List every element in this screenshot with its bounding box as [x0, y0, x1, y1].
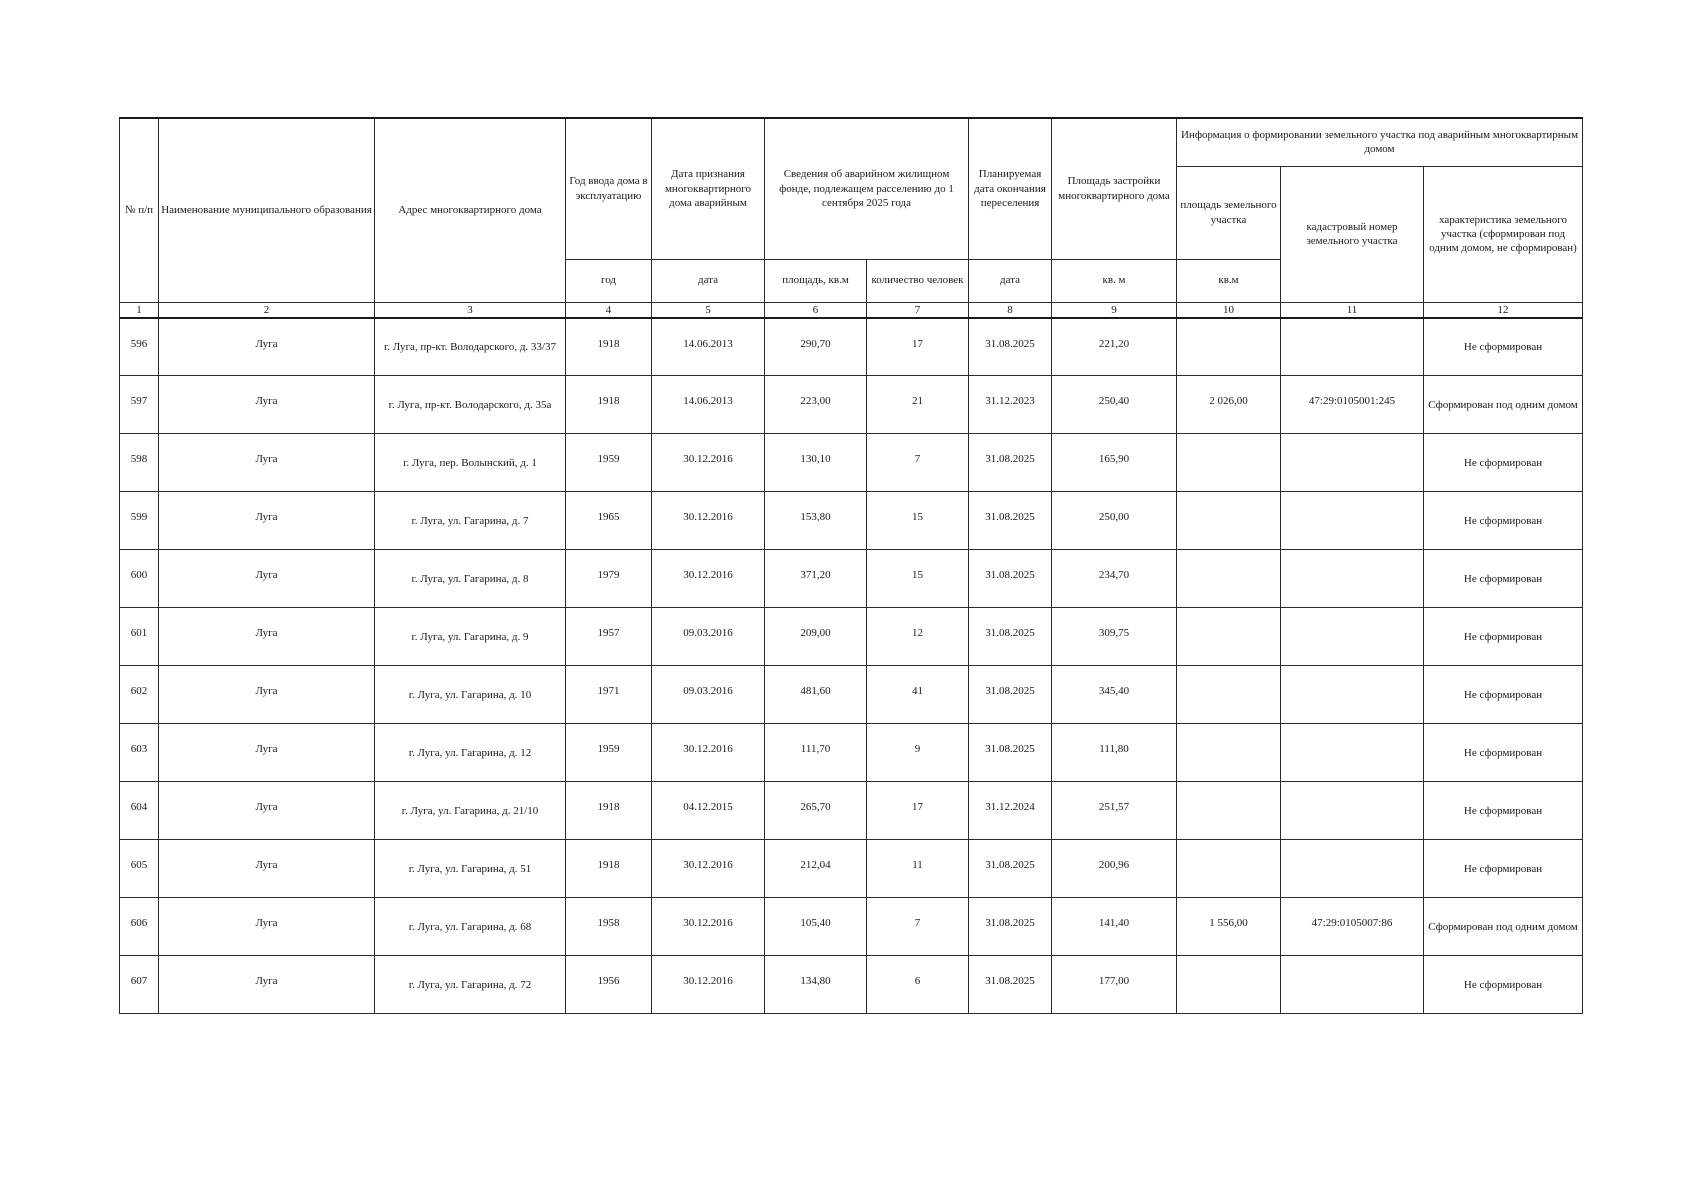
row-municipality: Луга: [159, 492, 375, 550]
row-recognition-date: 09.03.2016: [652, 666, 765, 724]
row-cadastral: [1281, 318, 1424, 376]
row-recognition-date: 30.12.2016: [652, 550, 765, 608]
row-year: 1959: [566, 724, 652, 782]
row-address: г. Луга, пр-кт. Володарского, д. 33/37: [375, 318, 566, 376]
row-municipality: Луга: [159, 840, 375, 898]
row-area: 111,70: [765, 724, 867, 782]
row-address: г. Луга, ул. Гагарина, д. 51: [375, 840, 566, 898]
row-people: 7: [867, 898, 969, 956]
row-year: 1956: [566, 956, 652, 1014]
row-recognition-date: 30.12.2016: [652, 956, 765, 1014]
col-number: 9: [1052, 302, 1177, 318]
row-end-date: 31.08.2025: [969, 956, 1052, 1014]
row-land-area: [1177, 666, 1281, 724]
row-address: г. Луга, ул. Гагарина, д. 12: [375, 724, 566, 782]
row-number: 596: [120, 318, 159, 376]
row-number: 605: [120, 840, 159, 898]
row-land-status: Сформирован под одним домом: [1424, 898, 1583, 956]
row-built-area: 200,96: [1052, 840, 1177, 898]
row-area: 153,80: [765, 492, 867, 550]
row-area: 290,70: [765, 318, 867, 376]
row-cadastral: [1281, 434, 1424, 492]
row-people: 12: [867, 608, 969, 666]
row-cadastral: [1281, 956, 1424, 1014]
row-number: 603: [120, 724, 159, 782]
row-number: 598: [120, 434, 159, 492]
col-number: 10: [1177, 302, 1281, 318]
emergency-housing-table: [119, 117, 1583, 1014]
header-number: № п/п: [120, 118, 159, 302]
row-number: 599: [120, 492, 159, 550]
row-municipality: Луга: [159, 666, 375, 724]
row-land-area: [1177, 608, 1281, 666]
header-emergency-fund: Сведения об аварийном жилищном фонде, подлежащем расселению до 1 сентября 2025 года: [765, 118, 969, 259]
col-number: 6: [765, 302, 867, 318]
row-cadastral: 47:29:0105001:245: [1281, 376, 1424, 434]
row-area: 223,00: [765, 376, 867, 434]
unit-date: дата: [652, 259, 765, 302]
row-land-status: Не сформирован: [1424, 608, 1583, 666]
table-body: [120, 318, 1583, 1014]
header-built-area: Площадь застройки многоквартирного дома: [1052, 118, 1177, 259]
col-number: 7: [867, 302, 969, 318]
row-municipality: Луга: [159, 782, 375, 840]
row-recognition-date: 04.12.2015: [652, 782, 765, 840]
row-land-status: Не сформирован: [1424, 434, 1583, 492]
header-land-status: характеристика земельного участка (сформирован под одним домом, не сформирован): [1424, 166, 1583, 302]
row-area: 209,00: [765, 608, 867, 666]
row-recognition-date: 14.06.2013: [652, 318, 765, 376]
row-built-area: 177,00: [1052, 956, 1177, 1014]
row-built-area: 250,00: [1052, 492, 1177, 550]
table-row: [120, 840, 1583, 898]
row-built-area: 345,40: [1052, 666, 1177, 724]
col-number: 5: [652, 302, 765, 318]
row-cadastral: 47:29:0105007:86: [1281, 898, 1424, 956]
row-land-status: Не сформирован: [1424, 318, 1583, 376]
row-recognition-date: 30.12.2016: [652, 434, 765, 492]
row-address: г. Луга, ул. Гагарина, д. 68: [375, 898, 566, 956]
row-municipality: Луга: [159, 434, 375, 492]
row-cadastral: [1281, 724, 1424, 782]
col-number: 4: [566, 302, 652, 318]
row-number: 602: [120, 666, 159, 724]
row-people: 9: [867, 724, 969, 782]
row-municipality: Луга: [159, 898, 375, 956]
row-land-area: [1177, 318, 1281, 376]
row-address: г. Луга, ул. Гагарина, д. 21/10: [375, 782, 566, 840]
row-end-date: 31.08.2025: [969, 318, 1052, 376]
row-number: 600: [120, 550, 159, 608]
row-address: г. Луга, пер. Волынский, д. 1: [375, 434, 566, 492]
row-cadastral: [1281, 840, 1424, 898]
row-built-area: 111,80: [1052, 724, 1177, 782]
row-recognition-date: 30.12.2016: [652, 492, 765, 550]
row-address: г. Луга, ул. Гагарина, д. 10: [375, 666, 566, 724]
row-land-status: Сформирован под одним домом: [1424, 376, 1583, 434]
row-end-date: 31.08.2025: [969, 550, 1052, 608]
unit-land-area: кв.м: [1177, 259, 1281, 302]
header-year: Год ввода дома в эксплуатацию: [566, 118, 652, 259]
row-area: 134,80: [765, 956, 867, 1014]
row-land-status: Не сформирован: [1424, 782, 1583, 840]
row-people: 15: [867, 492, 969, 550]
unit-end-date: дата: [969, 259, 1052, 302]
row-end-date: 31.08.2025: [969, 840, 1052, 898]
row-land-area: 1 556,00: [1177, 898, 1281, 956]
table-row: [120, 666, 1583, 724]
header-land-area: площадь земельного участка: [1177, 166, 1281, 259]
col-number: 3: [375, 302, 566, 318]
row-land-status: Не сформирован: [1424, 724, 1583, 782]
row-end-date: 31.08.2025: [969, 724, 1052, 782]
row-land-status: Не сформирован: [1424, 666, 1583, 724]
row-people: 21: [867, 376, 969, 434]
row-cadastral: [1281, 492, 1424, 550]
row-municipality: Луга: [159, 724, 375, 782]
row-cadastral: [1281, 782, 1424, 840]
row-year: 1971: [566, 666, 652, 724]
row-people: 11: [867, 840, 969, 898]
row-municipality: Луга: [159, 376, 375, 434]
table-row: [120, 898, 1583, 956]
row-end-date: 31.08.2025: [969, 434, 1052, 492]
row-built-area: 309,75: [1052, 608, 1177, 666]
row-year: 1918: [566, 376, 652, 434]
row-end-date: 31.08.2025: [969, 666, 1052, 724]
row-land-area: [1177, 840, 1281, 898]
row-recognition-date: 30.12.2016: [652, 898, 765, 956]
row-area: 265,70: [765, 782, 867, 840]
row-address: г. Луга, ул. Гагарина, д. 9: [375, 608, 566, 666]
row-address: г. Луга, пр-кт. Володарского, д. 35а: [375, 376, 566, 434]
row-year: 1918: [566, 782, 652, 840]
row-people: 41: [867, 666, 969, 724]
row-address: г. Луга, ул. Гагарина, д. 8: [375, 550, 566, 608]
col-number: 2: [159, 302, 375, 318]
row-built-area: 165,90: [1052, 434, 1177, 492]
row-end-date: 31.08.2025: [969, 608, 1052, 666]
header-address: Адрес многоквартирного дома: [375, 118, 566, 302]
unit-people: количество человек: [867, 259, 969, 302]
table-row: [120, 608, 1583, 666]
table-row: [120, 434, 1583, 492]
row-land-area: [1177, 724, 1281, 782]
row-cadastral: [1281, 550, 1424, 608]
col-number: 12: [1424, 302, 1583, 318]
table-row: [120, 318, 1583, 376]
row-year: 1959: [566, 434, 652, 492]
row-cadastral: [1281, 608, 1424, 666]
header-municipality: Наименование муниципального образования: [159, 118, 375, 302]
col-number: 11: [1281, 302, 1424, 318]
row-end-date: 31.08.2025: [969, 898, 1052, 956]
row-year: 1965: [566, 492, 652, 550]
row-number: 601: [120, 608, 159, 666]
row-area: 130,10: [765, 434, 867, 492]
row-year: 1918: [566, 318, 652, 376]
row-end-date: 31.12.2024: [969, 782, 1052, 840]
row-built-area: 250,40: [1052, 376, 1177, 434]
row-number: 607: [120, 956, 159, 1014]
row-people: 6: [867, 956, 969, 1014]
row-land-status: Не сформирован: [1424, 550, 1583, 608]
row-municipality: Луга: [159, 318, 375, 376]
unit-built-area: кв. м: [1052, 259, 1177, 302]
row-address: г. Луга, ул. Гагарина, д. 7: [375, 492, 566, 550]
unit-year: год: [566, 259, 652, 302]
col-number: 1: [120, 302, 159, 318]
row-land-area: [1177, 782, 1281, 840]
row-municipality: Луга: [159, 956, 375, 1014]
unit-area: площадь, кв.м: [765, 259, 867, 302]
row-year: 1957: [566, 608, 652, 666]
header-recognition-date: Дата признания многоквартирного дома аварийным: [652, 118, 765, 259]
column-number-row: [120, 302, 1583, 318]
row-land-status: Не сформирован: [1424, 492, 1583, 550]
row-area: 481,60: [765, 666, 867, 724]
table-row: [120, 724, 1583, 782]
row-land-area: [1177, 434, 1281, 492]
row-recognition-date: 14.06.2013: [652, 376, 765, 434]
row-municipality: Луга: [159, 550, 375, 608]
row-number: 604: [120, 782, 159, 840]
row-end-date: 31.12.2023: [969, 376, 1052, 434]
row-built-area: 234,70: [1052, 550, 1177, 608]
row-recognition-date: 30.12.2016: [652, 840, 765, 898]
row-land-area: [1177, 550, 1281, 608]
row-number: 606: [120, 898, 159, 956]
row-area: 371,20: [765, 550, 867, 608]
row-land-area: [1177, 956, 1281, 1014]
row-area: 212,04: [765, 840, 867, 898]
row-built-area: 141,40: [1052, 898, 1177, 956]
table-row: [120, 550, 1583, 608]
row-year: 1979: [566, 550, 652, 608]
row-people: 17: [867, 782, 969, 840]
col-number: 8: [969, 302, 1052, 318]
row-end-date: 31.08.2025: [969, 492, 1052, 550]
table-row: [120, 376, 1583, 434]
row-recognition-date: 09.03.2016: [652, 608, 765, 666]
table-row: [120, 956, 1583, 1014]
row-built-area: 221,20: [1052, 318, 1177, 376]
row-year: 1958: [566, 898, 652, 956]
row-number: 597: [120, 376, 159, 434]
row-municipality: Луга: [159, 608, 375, 666]
header-planned-date: Планируемая дата окончания переселения: [969, 118, 1052, 259]
row-year: 1918: [566, 840, 652, 898]
row-land-area: [1177, 492, 1281, 550]
row-land-area: 2 026,00: [1177, 376, 1281, 434]
row-people: 17: [867, 318, 969, 376]
row-area: 105,40: [765, 898, 867, 956]
row-cadastral: [1281, 666, 1424, 724]
row-address: г. Луга, ул. Гагарина, д. 72: [375, 956, 566, 1014]
header-cadastral: кадастровый номер земельного участка: [1281, 166, 1424, 302]
row-people: 15: [867, 550, 969, 608]
row-people: 7: [867, 434, 969, 492]
row-recognition-date: 30.12.2016: [652, 724, 765, 782]
table-row: [120, 492, 1583, 550]
row-built-area: 251,57: [1052, 782, 1177, 840]
table-row: [120, 782, 1583, 840]
row-land-status: Не сформирован: [1424, 840, 1583, 898]
row-land-status: Не сформирован: [1424, 956, 1583, 1014]
header-land-info: Информация о формировании земельного участка под аварийным многоквартирным домом: [1177, 118, 1583, 166]
